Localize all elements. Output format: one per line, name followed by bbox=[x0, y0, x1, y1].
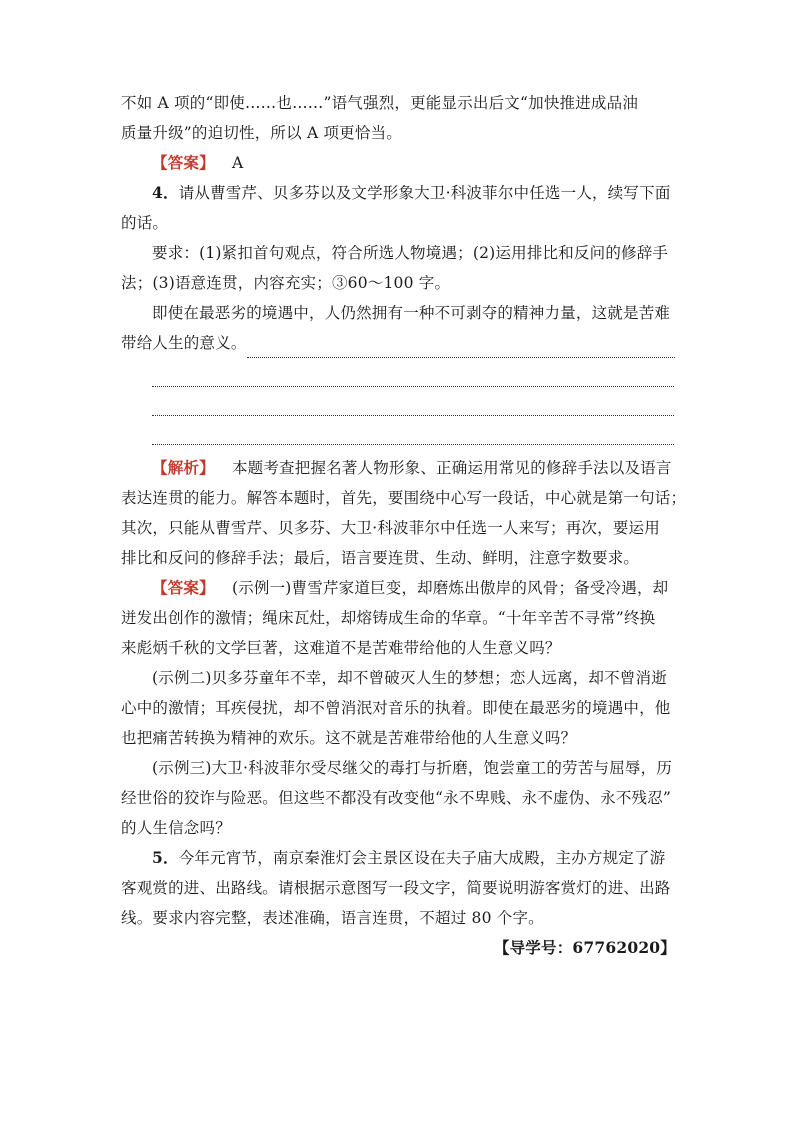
q4-stem-line-1 bbox=[121, 178, 676, 208]
q4-answer-example-2-line-1: (示例二)贝多芬童年不幸，却不曾破灭人生的梦想；恋人远离，却不曾消逝 bbox=[152, 669, 667, 687]
q4-prompt-line-2 bbox=[121, 328, 676, 358]
answer-text: (示例一)曹雪芹家道巨变，却磨炼出傲岸的风骨；备受冷遇，却 bbox=[231, 579, 669, 597]
q4-requirement-line-1: 要求：(1)紧扣首句观点，符合所选人物境遇；(2)运用排比和反问的修辞手 bbox=[152, 244, 669, 262]
q4-answer-example-3-line-3: 的人生信念吗？ bbox=[121, 819, 231, 837]
q4-answer-example-1-line-1 bbox=[121, 573, 676, 603]
q5-text: 今年元宵节，南京秦淮灯会主景区设在夫子庙大成殿，主办方规定了游 bbox=[178, 849, 666, 867]
q4-requirement-line-2: 法；(3)语意连贯，内容充实；③60～100 字。 bbox=[121, 274, 451, 292]
question-number: 4． bbox=[152, 183, 179, 202]
answer-blank-line[interactable] bbox=[247, 337, 675, 358]
q5-line-3: 线。要求内容完整，表述准确，语言连贯，不超过 80 个字。 bbox=[121, 909, 544, 927]
answer-blank-line[interactable] bbox=[152, 387, 674, 416]
answer-blank-line[interactable] bbox=[152, 416, 674, 445]
q4-analysis-line-1 bbox=[121, 453, 676, 483]
q3-answer bbox=[121, 148, 676, 178]
q4-analysis-line-4: 排比和反问的修辞手法；最后，语言要连贯、生动、鲜明，注意字数要求。 bbox=[121, 549, 640, 567]
q5-line-2: 客观赏的进、出路线。请根据示意图写一段文字，简要说明游客赏灯的进、出路 bbox=[121, 879, 671, 897]
document-page bbox=[121, 88, 687, 963]
answer-tag: 【答案】 bbox=[152, 578, 215, 597]
q4-analysis-line-2: 表达连贯的能力。解答本题时，首先，要围绕中心写一段话，中心就是第一句话； bbox=[121, 489, 687, 507]
q5-line-1 bbox=[121, 843, 676, 873]
analysis-tag: 【解析】 bbox=[152, 458, 215, 477]
q4-answer-example-2-line-3: 也把痛苦转换为精神的欢乐。这不就是苦难带给他的人生意义吗？ bbox=[121, 729, 577, 747]
q4-analysis-line-3: 其次，只能从曹雪芹、贝多芬、大卫·科波菲尔中任选一人来写；再次，要运用 bbox=[121, 519, 660, 537]
answer-blank-line[interactable] bbox=[152, 358, 674, 387]
prev-analysis-line-1: 不如 A 项的“即使……也……”语气强烈，更能显示出后文“加快推进成品油 bbox=[121, 94, 639, 112]
guide-number: 【导学号：67762020】 bbox=[493, 938, 676, 957]
question-number: 5． bbox=[152, 848, 179, 867]
q4-answer-example-1-line-3: 来彪炳千秋的文学巨著，这难道不是苦难带给他的人生意义吗？ bbox=[121, 639, 561, 657]
q4-answer-example-3-line-1: (示例三)大卫·科波菲尔受尽继父的毒打与折磨，饱尝童工的劳苦与屈辱，历 bbox=[152, 759, 673, 777]
prev-analysis-line-2: 质量升级”的迫切性，所以 A 项更恰当。 bbox=[121, 124, 402, 142]
q4-prompt-text: 带给人生的意义。 bbox=[121, 334, 247, 352]
q4-answer-example-1-line-2: 迸发出创作的激情；绳床瓦灶，却熔铸成生命的华章。“十年辛苦不寻常”终换 bbox=[121, 609, 656, 627]
answer-text: A bbox=[231, 154, 244, 172]
answer-tag: 【答案】 bbox=[152, 153, 215, 172]
q4-stem-text: 请从曹雪芹、贝多芬以及文学形象大卫·科波菲尔中任选一人，续写下面 bbox=[178, 184, 671, 202]
q4-answer-example-2-line-2: 心中的激情；耳疾侵扰，却不曾消泯对音乐的执着。即使在最恶劣的境遇中，他 bbox=[121, 699, 671, 717]
q4-answer-example-3-line-2: 经世俗的狡诈与险恶。但这些不都没有改变他“永不卑贱、永不虚伪、永不残忍” bbox=[121, 789, 672, 807]
q4-stem-line-2: 的话。 bbox=[121, 214, 169, 232]
analysis-text: 本题考查把握名著人物形象、正确运用常见的修辞手法以及语言 bbox=[231, 459, 672, 477]
q4-prompt-line-1: 即使在最恶劣的境遇中，人仍然拥有一种不可剥夺的精神力量，这就是苦难 bbox=[152, 304, 671, 322]
